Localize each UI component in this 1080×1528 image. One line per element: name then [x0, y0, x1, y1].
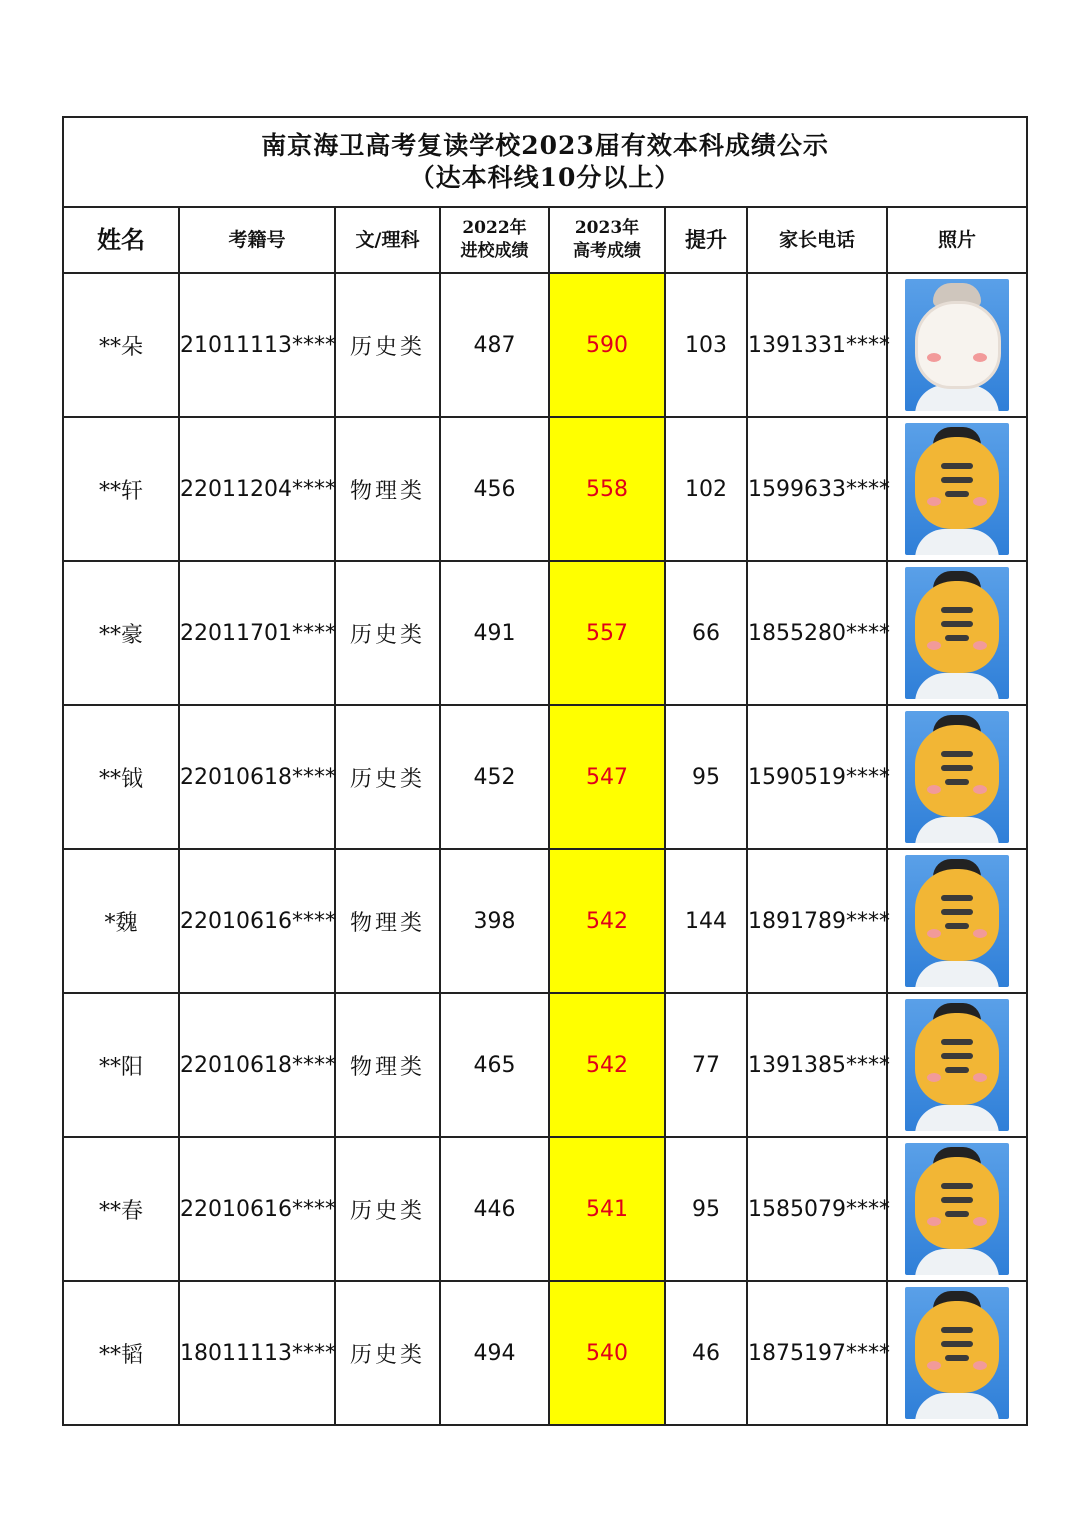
row-gain: 95	[665, 705, 747, 849]
row-score-2022: 494	[440, 1281, 549, 1425]
results-table	[62, 116, 1028, 1426]
row-photo	[887, 1281, 1027, 1425]
row-name: **朵	[63, 273, 179, 417]
row-photo	[887, 273, 1027, 417]
row-score-2022: 446	[440, 1137, 549, 1281]
row-phone: 1891789****	[747, 849, 887, 993]
row-photo	[887, 993, 1027, 1137]
row-score-2023: 590	[549, 273, 665, 417]
header-score-2022-line2: 进校成绩	[460, 241, 529, 261]
row-subject: 物理类	[335, 993, 440, 1137]
header-photo: 照片	[887, 207, 1027, 273]
row-gain: 66	[665, 561, 747, 705]
row-gain: 95	[665, 1137, 747, 1281]
row-gain: 77	[665, 993, 747, 1137]
row-phone: 1590519****	[747, 705, 887, 849]
row-exam-id: 18011113****	[179, 1281, 335, 1425]
tiger-sticker-icon	[905, 1143, 1009, 1275]
tiger-sticker-icon	[905, 711, 1009, 843]
row-gain: 103	[665, 273, 747, 417]
row-subject: 物理类	[335, 849, 440, 993]
row-name: **豪	[63, 561, 179, 705]
row-subject: 历史类	[335, 1281, 440, 1425]
header-score-2023-line1: 2023年	[574, 218, 640, 238]
row-name: **春	[63, 1137, 179, 1281]
header-phone: 家长电话	[747, 207, 887, 273]
header-row	[63, 207, 1027, 273]
row-photo	[887, 849, 1027, 993]
row-subject: 历史类	[335, 561, 440, 705]
row-name: *魏	[63, 849, 179, 993]
row-gain: 102	[665, 417, 747, 561]
row-score-2022: 456	[440, 417, 549, 561]
tiger-sticker-icon	[905, 855, 1009, 987]
page-subtitle: （达本科线10分以上）	[409, 163, 681, 192]
row-score-2022: 452	[440, 705, 549, 849]
row-exam-id: 21011113****	[179, 273, 335, 417]
row-photo	[887, 417, 1027, 561]
table-row	[63, 561, 1027, 705]
tiger-sticker-icon	[905, 999, 1009, 1131]
tiger-sticker-icon	[905, 423, 1009, 555]
row-score-2023: 558	[549, 417, 665, 561]
row-exam-id: 22010618****	[179, 705, 335, 849]
header-score-2023-line2: 高考成绩	[573, 241, 641, 261]
row-exam-id: 22011701****	[179, 561, 335, 705]
row-exam-id: 22011204****	[179, 417, 335, 561]
header-score-2023	[549, 207, 665, 273]
row-exam-id: 22010616****	[179, 849, 335, 993]
header-score-2022-line1: 2022年	[462, 218, 527, 238]
header-name: 姓名	[63, 207, 179, 273]
row-gain: 46	[665, 1281, 747, 1425]
title-cell	[63, 117, 1027, 207]
tiger-sticker-icon	[905, 1287, 1009, 1419]
row-score-2022: 398	[440, 849, 549, 993]
row-score-2023: 547	[549, 705, 665, 849]
row-subject: 历史类	[335, 273, 440, 417]
row-phone: 1585079****	[747, 1137, 887, 1281]
table-row	[63, 1281, 1027, 1425]
sheep-sticker-icon	[905, 279, 1009, 411]
row-phone: 1391331****	[747, 273, 887, 417]
tiger-sticker-icon	[905, 567, 1009, 699]
row-phone: 1875197****	[747, 1281, 887, 1425]
table-row	[63, 417, 1027, 561]
table-row	[63, 993, 1027, 1137]
row-subject: 物理类	[335, 417, 440, 561]
row-score-2022: 487	[440, 273, 549, 417]
table-row	[63, 849, 1027, 993]
row-phone: 1855280****	[747, 561, 887, 705]
row-name: **钺	[63, 705, 179, 849]
results-sheet	[62, 116, 1026, 1426]
row-score-2023: 542	[549, 849, 665, 993]
row-exam-id: 22010616****	[179, 1137, 335, 1281]
row-exam-id: 22010618****	[179, 993, 335, 1137]
row-score-2022: 491	[440, 561, 549, 705]
row-gain: 144	[665, 849, 747, 993]
row-name: **阳	[63, 993, 179, 1137]
header-gain: 提升	[665, 207, 747, 273]
table-row	[63, 273, 1027, 417]
table-row	[63, 1137, 1027, 1281]
row-score-2023: 541	[549, 1137, 665, 1281]
header-score-2022	[440, 207, 549, 273]
row-subject: 历史类	[335, 1137, 440, 1281]
page-title: 南京海卫高考复读学校2023届有效本科成绩公示	[261, 131, 829, 160]
row-photo	[887, 705, 1027, 849]
header-id: 考籍号	[179, 207, 335, 273]
row-name: **韬	[63, 1281, 179, 1425]
row-name: **轩	[63, 417, 179, 561]
row-score-2023: 540	[549, 1281, 665, 1425]
row-photo	[887, 1137, 1027, 1281]
row-subject: 历史类	[335, 705, 440, 849]
row-phone: 1391385****	[747, 993, 887, 1137]
header-subject: 文/理科	[335, 207, 440, 273]
table-row	[63, 705, 1027, 849]
row-photo	[887, 561, 1027, 705]
row-score-2022: 465	[440, 993, 549, 1137]
row-score-2023: 557	[549, 561, 665, 705]
row-score-2023: 542	[549, 993, 665, 1137]
row-phone: 1599633****	[747, 417, 887, 561]
